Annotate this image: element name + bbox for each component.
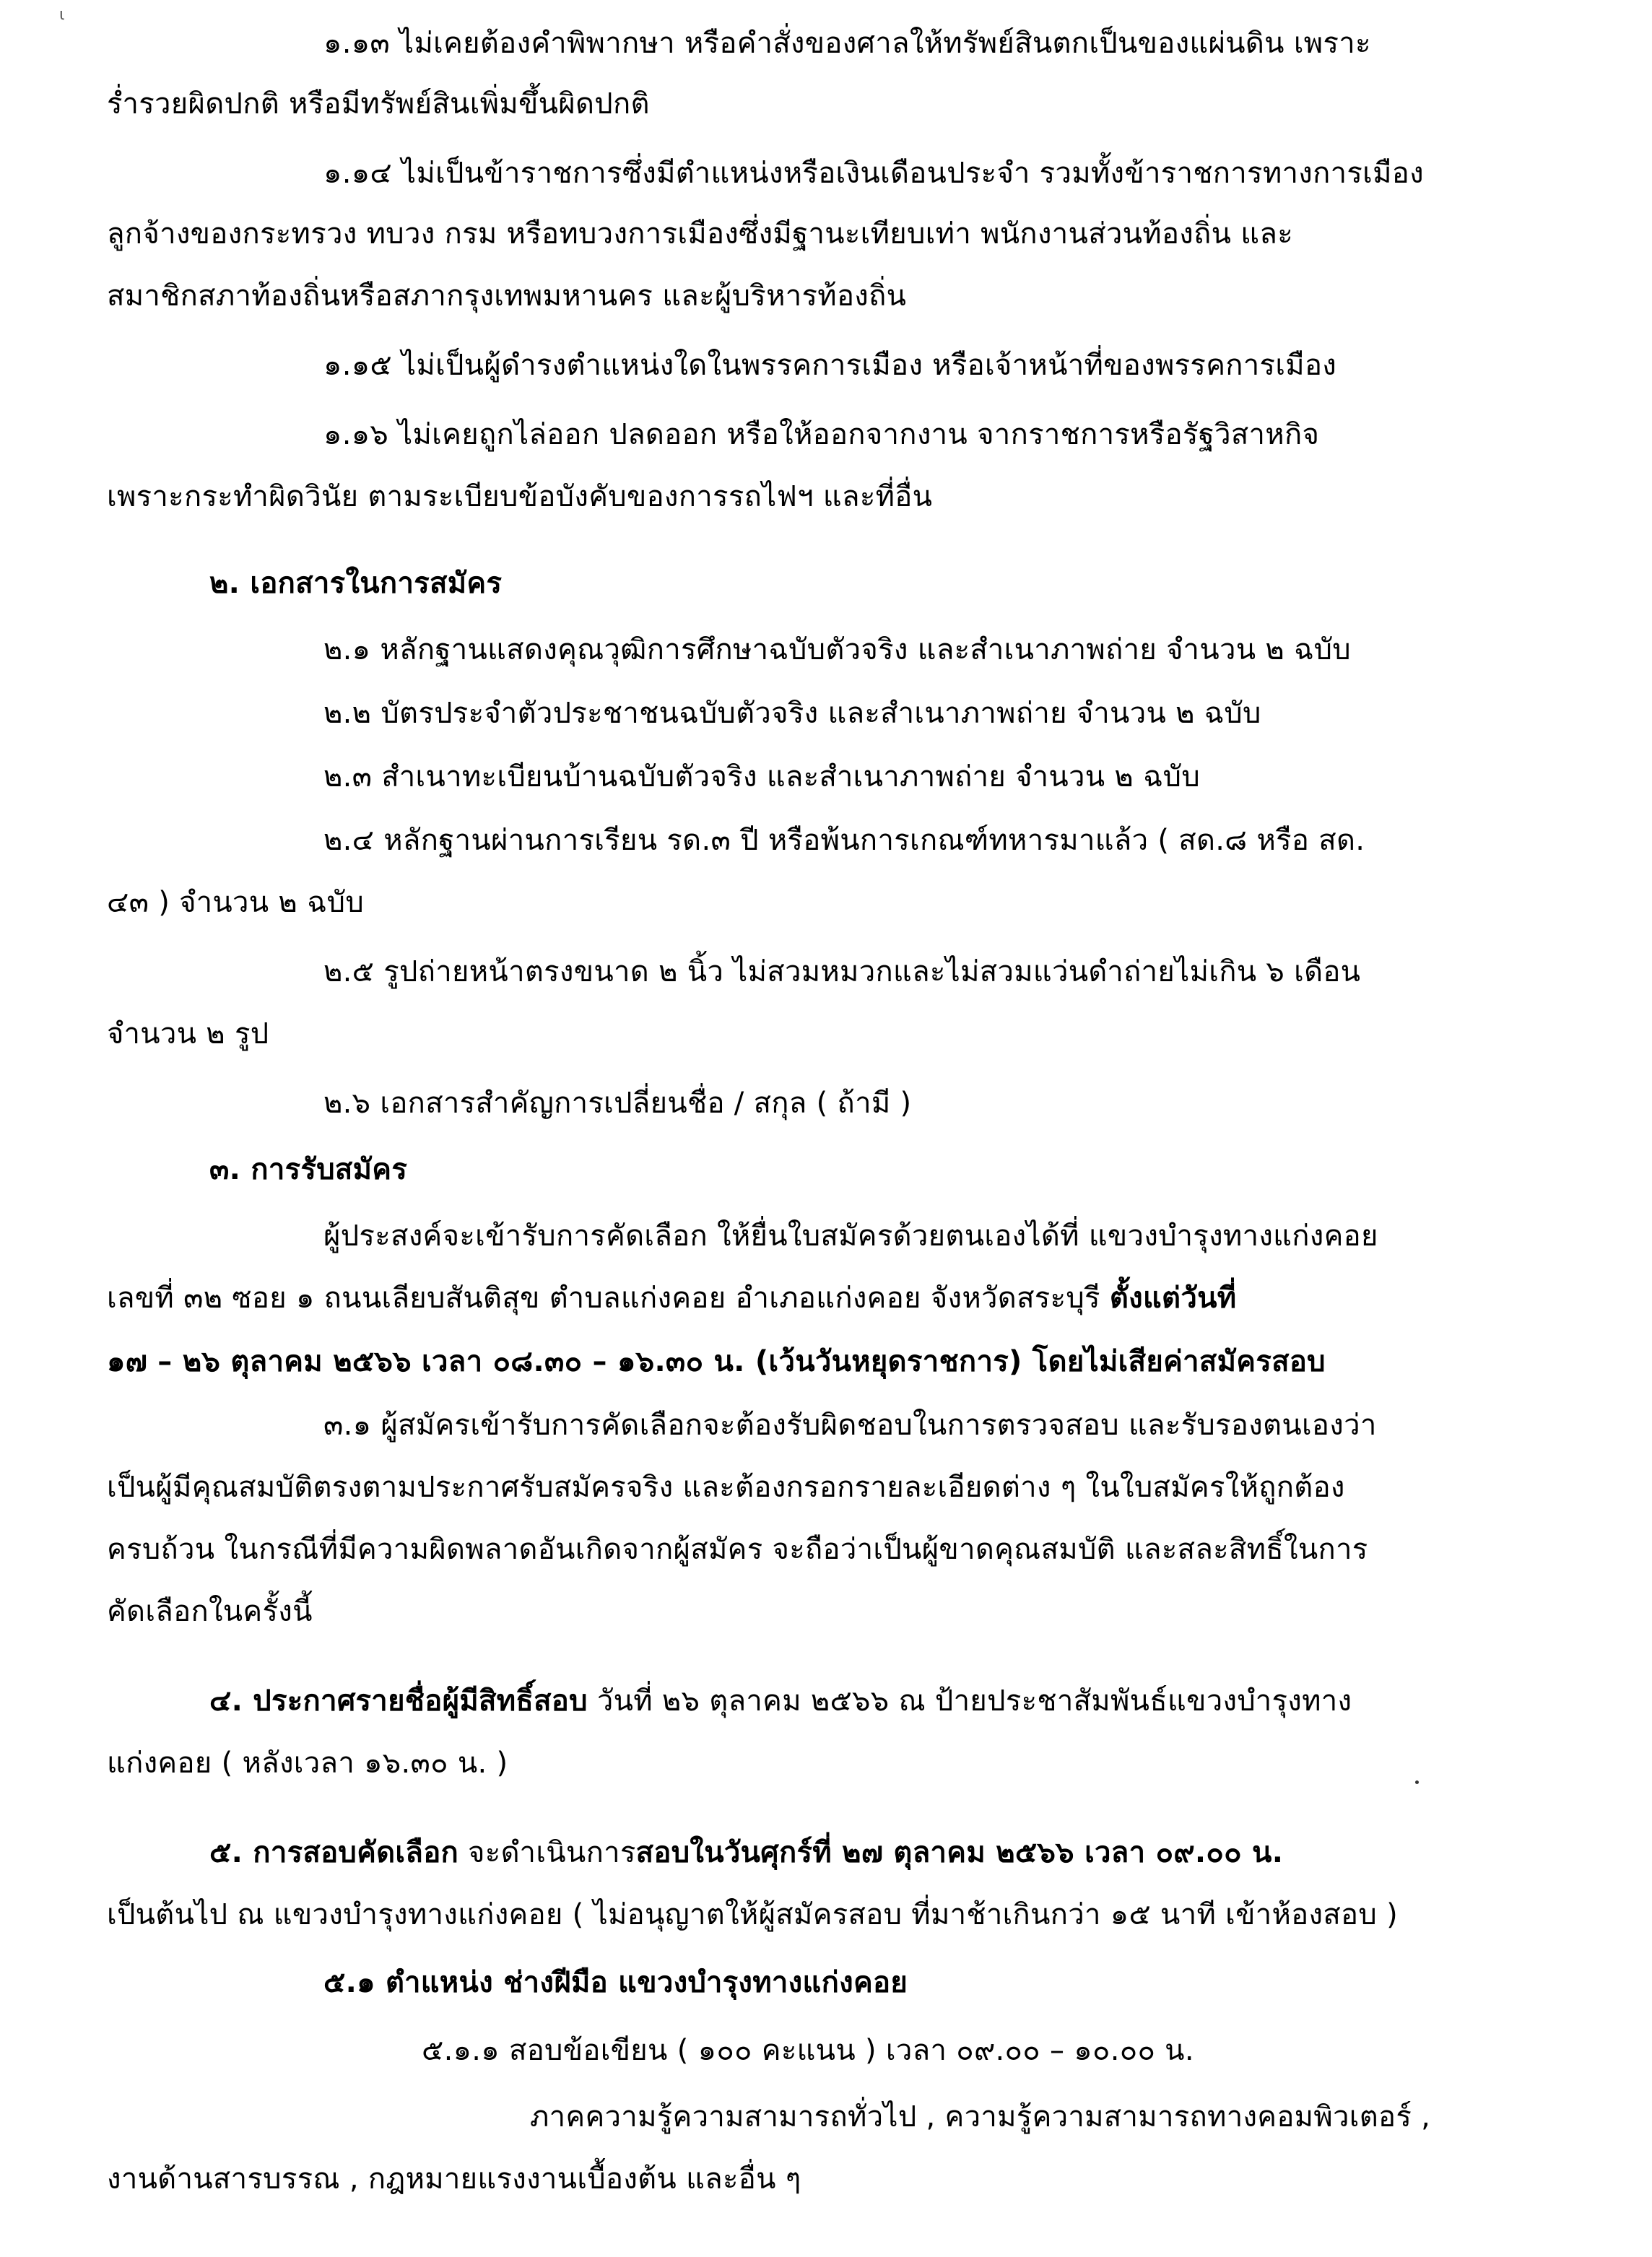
section-3-para-line-1: ผู้ประสงค์จะเข้ารับการคัดเลือก ให้ยื่นใบสมัครด้วยตนเองได้ที่ แขวงบำรุงทางแก่งคอย	[323, 1219, 1378, 1253]
section-4-heading: ๔. ประกาศรายชื่อผู้มีสิทธิ์สอบ	[209, 1684, 588, 1718]
section-3-para-line-3: ๑๗ – ๒๖ ตุลาคม ๒๕๖๖ เวลา ๐๘.๓๐ – ๑๖.๓๐ น. (เว้นวันหยุดราชการ) โดยไม่เสียค่าสมัครสอบ	[107, 1345, 1326, 1378]
start-date-label: ตั้งแต่วันที่	[1109, 1282, 1237, 1315]
item-5-1-1-subjects-line-2: งานด้านสารบรรณ , กฎหมายแรงงานเบื้องต้น และอื่น ๆ	[107, 2162, 801, 2196]
item-2-3: ๒.๓ สำเนาทะเบียนบ้านฉบับตัวจริง และสำเนาภาพถ่าย จำนวน ๒ ฉบับ	[323, 760, 1201, 793]
speck	[1415, 1780, 1419, 1784]
item-2-2: ๒.๒ บัตรประจำตัวประชาชนฉบับตัวจริง และสำเนาภาพถ่าย จำนวน ๒ ฉบับ	[323, 697, 1261, 730]
item-2-6: ๒.๖ เอกสารสำคัญการเปลี่ยนชื่อ / สกุล ( ถ้ามี )	[323, 1087, 912, 1120]
section-5-text: จะดำเนินการ	[458, 1836, 636, 1869]
item-1-13-line-2: ร่ำรวยผิดปกติ หรือมีทรัพย์สินเพิ่มขึ้นผิดปกติ	[107, 87, 650, 121]
stray-mark: ι	[59, 6, 65, 24]
item-2-4-line-2: ๔๓ ) จำนวน ๒ ฉบับ	[107, 886, 365, 919]
item-1-16-line-1: ๑.๑๖ ไม่เคยถูกไล่ออก ปลดออก หรือให้ออกจากงาน จากราชการหรือรัฐวิสาหกิจ	[323, 418, 1320, 451]
item-2-4-line-1: ๒.๔ หลักฐานผ่านการเรียน รด.๓ ปี หรือพ้นการเกณฑ์ทหารมาแล้ว ( สด.๘ หรือ สด.	[323, 824, 1365, 857]
item-3-1-line-4: คัดเลือกในครั้งนี้	[107, 1595, 313, 1628]
item-1-14-line-2: ลูกจ้างของกระทรวง ทบวง กรม หรือทบวงการเมืองซึ่งมีฐานะเทียบเท่า พนักงานส่วนท้องถิ่น และ	[107, 217, 1293, 251]
section-3-heading: ๓. การรับสมัคร	[209, 1153, 408, 1186]
section-3-para-line-2	[107, 1278, 1236, 1318]
item-1-16-line-2: เพราะกระทำผิดวินัย ตามระเบียบข้อบังคับของการรถไฟฯ และที่อื่น	[107, 480, 933, 513]
item-3-1-line-3: ครบถ้วน ในกรณีที่มีความผิดพลาดอันเกิดจากผู้สมัคร จะถือว่าเป็นผู้ขาดคุณสมบัติ และสละสิทธิ์ในการ	[107, 1533, 1368, 1566]
item-5-1-1: ๕.๑.๑ สอบข้อเขียน ( ๑๐๐ คะแนน ) เวลา ๐๙.๐๐ – ๑๐.๐๐ น.	[422, 2034, 1194, 2067]
item-1-15-line-1: ๑.๑๕ ไม่เป็นผู้ดำรงตำแหน่งใดในพรรคการเมือง หรือเจ้าหน้าที่ของพรรคการเมือง	[323, 349, 1337, 382]
exam-date: สอบในวันศุกร์ที่ ๒๗ ตุลาคม ๒๕๖๖ เวลา ๐๙.๐๐ น.	[635, 1836, 1284, 1869]
item-2-1: ๒.๑ หลักฐานแสดงคุณวุฒิการศึกษาฉบับตัวจริง และสำเนาภาพถ่าย จำนวน ๒ ฉบับ	[323, 633, 1351, 666]
address-text: เลขที่ ๓๒ ซอย ๑ ถนนเลียบสันติสุข ตำบลแก่งคอย อำเภอแก่งคอย จังหวัดสระบุรี	[107, 1282, 1110, 1315]
item-1-14-line-1: ๑.๑๔ ไม่เป็นข้าราชการซึ่งมีตำแหน่งหรือเงินเดือนประจำ รวมทั้งข้าราชการทางการเมือง	[323, 157, 1424, 190]
item-1-14-line-3: สมาชิกสภาท้องถิ่นหรือสภากรุงเทพมหานคร และผู้บริหารท้องถิ่น	[107, 279, 907, 313]
section-5-heading: ๕. การสอบคัดเลือก	[209, 1836, 459, 1869]
item-3-1-line-2: เป็นผู้มีคุณสมบัติตรงตามประกาศรับสมัครจริง และต้องกรอกรายละเอียดต่าง ๆ ในใบสมัครให้ถูกต้อง	[107, 1471, 1345, 1504]
item-5-1-1-subjects-line-1: ภาคความรู้ความสามารถทั่วไป , ความรู้ความสามารถทางคอมพิวเตอร์ ,	[530, 2100, 1431, 2134]
section-5-line-1	[209, 1832, 1283, 1873]
item-2-5-line-1: ๒.๕ รูปถ่ายหน้าตรงขนาด ๒ นิ้ว ไม่สวมหมวกและไม่สวมแว่นดำถ่ายไม่เกิน ๖ เดือน	[323, 955, 1361, 988]
section-4-text: วันที่ ๒๖ ตุลาคม ๒๕๖๖ ณ ป้ายประชาสัมพันธ์แขวงบำรุงทาง	[587, 1684, 1352, 1718]
section-5-line-2: เป็นต้นไป ณ แขวงบำรุงทางแก่งคอย ( ไม่อนุญาตให้ผู้สมัครสอบ ที่มาช้าเกินกว่า ๑๕ นาที เข้าห้องสอบ )	[107, 1898, 1398, 1931]
item-3-1-line-1: ๓.๑ ผู้สมัครเข้ารับการคัดเลือกจะต้องรับผิดชอบในการตรวจสอบ และรับรองตนเองว่า	[323, 1409, 1377, 1442]
section-4-line-2: แก่งคอย ( หลังเวลา ๑๖.๓๐ น. )	[107, 1747, 508, 1780]
item-5-1: ๕.๑ ตำแหน่ง ช่างฝีมือ แขวงบำรุงทางแก่งคอย	[323, 1966, 908, 1999]
item-2-5-line-2: จำนวน ๒ รูป	[107, 1017, 269, 1051]
section-2-heading: ๒. เอกสารในการสมัคร	[209, 567, 503, 600]
section-4-line-1	[209, 1681, 1352, 1721]
item-1-13-line-1: ๑.๑๓ ไม่เคยต้องคำพิพากษา หรือคำสั่งของศาลให้ทรัพย์สินตกเป็นของแผ่นดิน เพราะ	[323, 27, 1371, 60]
